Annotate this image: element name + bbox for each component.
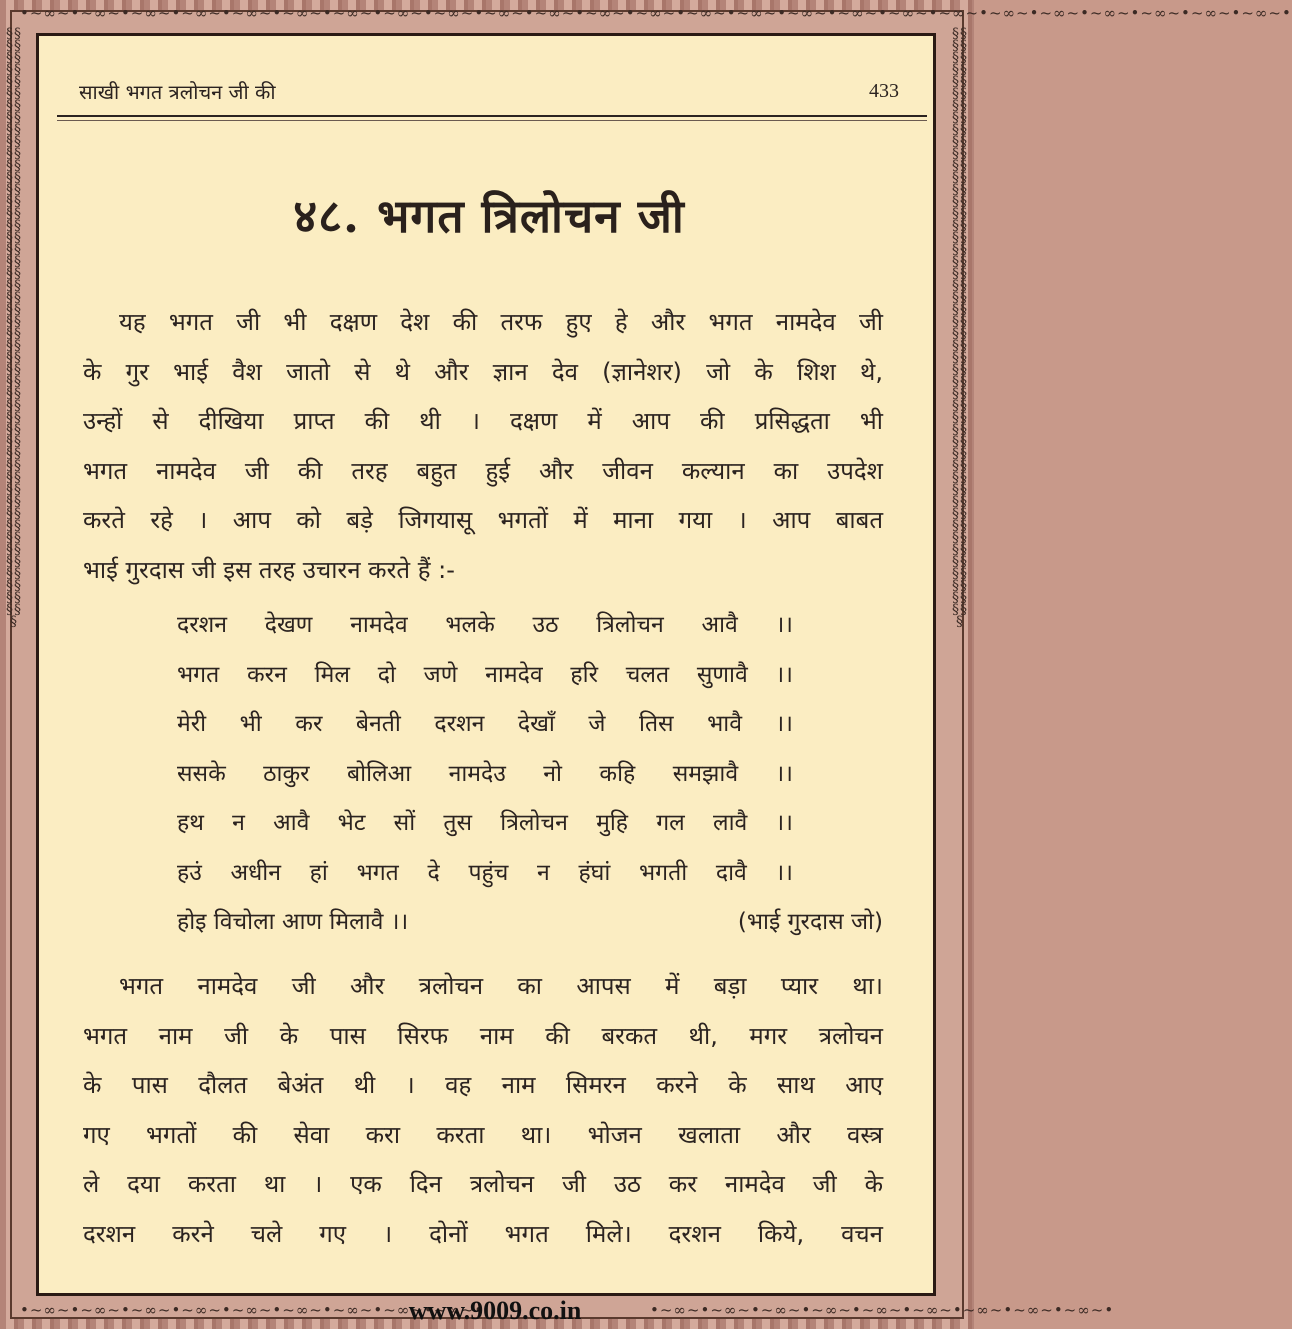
header-rule bbox=[57, 115, 927, 117]
verse-line: हथ न आवै भेट सों तुस त्रिलोचन मुहि गल लावै ।। bbox=[177, 810, 793, 836]
running-header bbox=[79, 78, 899, 108]
paragraph-line: यह भगत जी भी दक्षण देश की तरफ हुए हे और भगत नामदेव जी bbox=[119, 308, 883, 336]
paragraph-line: भगत नामदेव जी की तरह बहुत हुई और जीवन कल्यान का उपदेश bbox=[83, 456, 883, 485]
intro-paragraph bbox=[83, 298, 883, 595]
paragraph-line: दरशन करने चले गए । दोनों भगत मिले। दरशन किये, वचन bbox=[83, 1219, 883, 1248]
paragraph-line: के पास दौलत बेअंत थी । वह नाम सिमरन करने के साथ आए bbox=[83, 1071, 883, 1099]
website-link[interactable]: www.9009.co.in bbox=[408, 1296, 582, 1325]
running-title: साखी भगत त्रलोचन जी की bbox=[79, 80, 276, 104]
page-number: 433 bbox=[869, 80, 899, 102]
paragraph-line: ले दया करता था । एक दिन त्रलोचन जी उठ कर नामदेव जी के bbox=[83, 1170, 883, 1198]
chain-ornament-bottom-right: •~∞~•~∞~•~∞~•~∞~•~∞~•~∞~•~∞~•~∞~•~∞~• bbox=[650, 1301, 1115, 1319]
closing-paragraph bbox=[83, 962, 883, 1259]
verse-attribution: (भाई गुरदास जो) bbox=[737, 909, 883, 935]
paragraph-line: उन्हों से दीखिया प्राप्त की थी । दक्षण में आप की प्रसिद्धता भी bbox=[83, 407, 883, 435]
header-rule-thin bbox=[57, 120, 927, 121]
verse-line: मेरी भी कर बेनती दरशन देखाँ जे तिस भावै ।। bbox=[177, 711, 793, 737]
book-page bbox=[36, 33, 936, 1296]
chapter-title: ४८. भगत त्रिलोचन जी bbox=[293, 189, 685, 243]
paragraph-line: के गुर भाई वैश जातो से थे और ज्ञान देव (ज्ञानेशर) जो के शिश थे, bbox=[83, 357, 883, 386]
verse-last-line bbox=[177, 898, 883, 948]
verse-line: होइ विचोला आण मिलावै ।। bbox=[177, 909, 409, 935]
verse-line: हउं अधीन हां भगत दे पहुंच न हंघां भगती दावै ।। bbox=[177, 859, 793, 886]
paragraph-line: भाई गुरदास जी इस तरह उचारन करते हैं :- bbox=[83, 555, 455, 584]
paragraph-line: गए भगतों की सेवा करा करता था। भोजन खलाता और वस्त्र bbox=[83, 1120, 883, 1149]
chain-ornament-bottom-left: •~∞~•~∞~•~∞~•~∞~•~∞~•~∞~•~∞~•~∞~•~∞~• bbox=[20, 1301, 485, 1319]
chain-ornament-right: §§§§§§§§§§§§§§§§§§§§§§§§§§§§§§§§§§§§§§§§§§§§§§§§§§§§§§§§§§§§§§§§§§§§§§§§§§§§§§§§§§§§§§§§§§§§§§§§§§§ bbox=[952, 26, 968, 630]
verse-line: ससके ठाकुर बोलिआ नामदेउ नो कहि समझावै ।। bbox=[177, 760, 793, 787]
verse-line: भगत करन मिल दो जणे नामदेव हरि चलत सुणावै ।। bbox=[177, 661, 793, 688]
paragraph-line: भगत नाम जी के पास सिरफ नाम की बरकत थी, मगर त्रलोचन bbox=[83, 1021, 883, 1050]
verse-block bbox=[177, 601, 897, 948]
chain-ornament-left: §§§§§§§§§§§§§§§§§§§§§§§§§§§§§§§§§§§§§§§§§§§§§§§§§§§§§§§§§§§§§§§§§§§§§§§§§§§§§§§§§§§§§§§§§§§§§§§§§§§ bbox=[6, 26, 22, 630]
paragraph-line: भगत नामदेव जी और त्रलोचन का आपस में बड़ा प्यार था। bbox=[119, 972, 883, 1000]
chain-ornament-top: •~∞~•~∞~•~∞~•~∞~•~∞~•~∞~•~∞~•~∞~•~∞~•~∞~•~∞~•~∞~•~∞~•~∞~•~∞~•~∞~•~∞~•~∞~•~∞~•~∞~•~∞~•~∞~•~∞~•~∞~•~∞~• bbox=[20, 4, 1292, 22]
paragraph-line: करते रहे । आप को बड़े जिगयासू भगतों में माना गया । आप बाबत bbox=[83, 506, 883, 534]
verse-line: दरशन देखण नामदेव भलके उठ त्रिलोचन आवै ।। bbox=[177, 612, 793, 638]
